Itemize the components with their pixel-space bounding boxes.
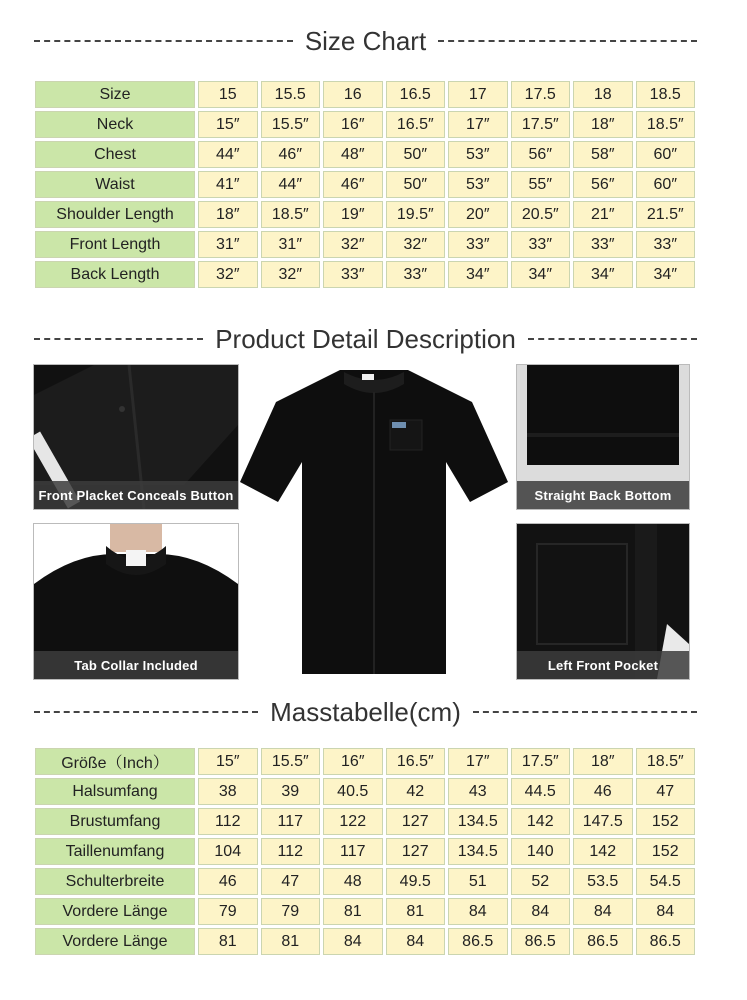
table-cell: 38 bbox=[198, 778, 258, 805]
table-cell: 15″ bbox=[198, 748, 258, 775]
product-detail-header bbox=[0, 322, 747, 356]
table-cell: 52 bbox=[511, 868, 571, 895]
row-label: Chest bbox=[35, 141, 195, 168]
shirt-illustration bbox=[240, 362, 508, 680]
table-cell: 84 bbox=[323, 928, 383, 955]
table-cell: 39 bbox=[261, 778, 321, 805]
table-cell: 18.5″ bbox=[636, 748, 696, 775]
table-row bbox=[35, 111, 695, 138]
dashed-divider bbox=[34, 711, 258, 713]
table-row bbox=[35, 928, 695, 955]
table-cell: 31″ bbox=[261, 231, 321, 258]
table-cell: 17.5″ bbox=[511, 111, 571, 138]
table-cell: 15.5″ bbox=[261, 111, 321, 138]
table-cell: 81 bbox=[386, 898, 446, 925]
shirt-product-image bbox=[240, 362, 508, 680]
row-label: Back Length bbox=[35, 261, 195, 288]
table-cell: 18″ bbox=[573, 111, 633, 138]
table-row bbox=[35, 748, 695, 775]
table-cell: 32″ bbox=[386, 231, 446, 258]
table-cell: 17″ bbox=[448, 748, 508, 775]
table-cell: 17 bbox=[448, 81, 508, 108]
table-cell: 152 bbox=[636, 808, 696, 835]
table-row bbox=[35, 141, 695, 168]
table-cell: 58″ bbox=[573, 141, 633, 168]
table-cell: 18 bbox=[573, 81, 633, 108]
table-cell: 79 bbox=[198, 898, 258, 925]
table-cell: 31″ bbox=[198, 231, 258, 258]
dashed-divider bbox=[473, 711, 697, 713]
straight-back-photo bbox=[516, 364, 690, 510]
table-cell: 47 bbox=[261, 868, 321, 895]
dashed-divider bbox=[34, 338, 203, 340]
table-cell: 16″ bbox=[323, 111, 383, 138]
table-cell: 15.5 bbox=[261, 81, 321, 108]
row-label: Schulterbreite bbox=[35, 868, 195, 895]
tab-collar-photo bbox=[33, 523, 239, 680]
front-placket-photo bbox=[33, 364, 239, 510]
dashed-divider bbox=[438, 40, 697, 42]
table-cell: 34″ bbox=[511, 261, 571, 288]
table-cell: 127 bbox=[386, 838, 446, 865]
table-row bbox=[35, 81, 695, 108]
table-cell: 16.5 bbox=[386, 81, 446, 108]
size-chart-header bbox=[0, 24, 747, 58]
row-label: Front Length bbox=[35, 231, 195, 258]
table-row bbox=[35, 868, 695, 895]
row-label: Neck bbox=[35, 111, 195, 138]
table-cell: 41″ bbox=[198, 171, 258, 198]
table-row bbox=[35, 808, 695, 835]
table-row bbox=[35, 231, 695, 258]
size-chart-table bbox=[32, 78, 698, 291]
row-label: Vordere Länge bbox=[35, 898, 195, 925]
dashed-divider bbox=[528, 338, 697, 340]
table-cell: 15 bbox=[198, 81, 258, 108]
left-pocket-photo bbox=[516, 523, 690, 680]
table-cell: 147.5 bbox=[573, 808, 633, 835]
table-cell: 84 bbox=[386, 928, 446, 955]
table-cell: 81 bbox=[261, 928, 321, 955]
table-cell: 15.5″ bbox=[261, 748, 321, 775]
table-cell: 84 bbox=[448, 898, 508, 925]
row-label: Größe（Inch） bbox=[35, 748, 195, 775]
table-cell: 112 bbox=[198, 808, 258, 835]
row-label: Vordere Länge bbox=[35, 928, 195, 955]
table-cell: 122 bbox=[323, 808, 383, 835]
table-cell: 19″ bbox=[323, 201, 383, 228]
tab-collar-caption: Tab Collar Included bbox=[34, 651, 238, 679]
table-cell: 79 bbox=[261, 898, 321, 925]
masstabelle-title: Masstabelle(cm) bbox=[270, 696, 461, 727]
table-cell: 142 bbox=[511, 808, 571, 835]
table-cell: 55″ bbox=[511, 171, 571, 198]
table-cell: 127 bbox=[386, 808, 446, 835]
table-cell: 33″ bbox=[511, 231, 571, 258]
table-cell: 16 bbox=[323, 81, 383, 108]
table-cell: 16″ bbox=[323, 748, 383, 775]
table-cell: 53″ bbox=[448, 141, 508, 168]
table-cell: 33″ bbox=[448, 231, 508, 258]
table-cell: 104 bbox=[198, 838, 258, 865]
table-cell: 86.5 bbox=[511, 928, 571, 955]
row-label: Waist bbox=[35, 171, 195, 198]
table-cell: 49.5 bbox=[386, 868, 446, 895]
table-cell: 46 bbox=[198, 868, 258, 895]
table-cell: 86.5 bbox=[573, 928, 633, 955]
table-cell: 86.5 bbox=[636, 928, 696, 955]
table-cell: 81 bbox=[198, 928, 258, 955]
table-cell: 84 bbox=[511, 898, 571, 925]
table-cell: 18.5 bbox=[636, 81, 696, 108]
row-label: Size bbox=[35, 81, 195, 108]
table-cell: 50″ bbox=[386, 171, 446, 198]
table-cell: 142 bbox=[573, 838, 633, 865]
table-row bbox=[35, 171, 695, 198]
table-cell: 46″ bbox=[261, 141, 321, 168]
left-pocket-caption: Left Front Pocket bbox=[517, 651, 689, 679]
front-placket-caption: Front Placket Conceals Button bbox=[34, 481, 238, 509]
table-cell: 18.5″ bbox=[261, 201, 321, 228]
row-label: Taillenumfang bbox=[35, 838, 195, 865]
table-cell: 81 bbox=[323, 898, 383, 925]
table-cell: 54.5 bbox=[636, 868, 696, 895]
table-cell: 56″ bbox=[573, 171, 633, 198]
table-cell: 140 bbox=[511, 838, 571, 865]
table-cell: 56″ bbox=[511, 141, 571, 168]
table-cell: 86.5 bbox=[448, 928, 508, 955]
table-cell: 44.5 bbox=[511, 778, 571, 805]
table-cell: 34″ bbox=[573, 261, 633, 288]
table-cell: 33″ bbox=[636, 231, 696, 258]
table-cell: 17″ bbox=[448, 111, 508, 138]
table-cell: 32″ bbox=[323, 231, 383, 258]
table-cell: 20.5″ bbox=[511, 201, 571, 228]
table-row bbox=[35, 201, 695, 228]
table-cell: 32″ bbox=[261, 261, 321, 288]
table-cell: 50″ bbox=[386, 141, 446, 168]
row-label: Brustumfang bbox=[35, 808, 195, 835]
table-cell: 18.5″ bbox=[636, 111, 696, 138]
masstabelle-table bbox=[32, 745, 698, 958]
masstabelle-header bbox=[0, 695, 747, 729]
table-row bbox=[35, 898, 695, 925]
table-cell: 84 bbox=[636, 898, 696, 925]
row-label: Shoulder Length bbox=[35, 201, 195, 228]
table-cell: 34″ bbox=[448, 261, 508, 288]
table-cell: 117 bbox=[261, 808, 321, 835]
table-cell: 47 bbox=[636, 778, 696, 805]
table-cell: 32″ bbox=[198, 261, 258, 288]
table-cell: 33″ bbox=[323, 261, 383, 288]
table-cell: 18″ bbox=[198, 201, 258, 228]
table-cell: 33″ bbox=[573, 231, 633, 258]
table-cell: 44″ bbox=[198, 141, 258, 168]
table-cell: 21.5″ bbox=[636, 201, 696, 228]
dashed-divider bbox=[34, 40, 293, 42]
table-cell: 19.5″ bbox=[386, 201, 446, 228]
table-cell: 17.5″ bbox=[511, 748, 571, 775]
table-cell: 48″ bbox=[323, 141, 383, 168]
table-row bbox=[35, 778, 695, 805]
table-cell: 117 bbox=[323, 838, 383, 865]
table-cell: 46 bbox=[573, 778, 633, 805]
table-cell: 60″ bbox=[636, 171, 696, 198]
table-cell: 53″ bbox=[448, 171, 508, 198]
table-cell: 16.5″ bbox=[386, 748, 446, 775]
table-row bbox=[35, 838, 695, 865]
table-cell: 60″ bbox=[636, 141, 696, 168]
table-cell: 18″ bbox=[573, 748, 633, 775]
table-cell: 84 bbox=[573, 898, 633, 925]
table-cell: 42 bbox=[386, 778, 446, 805]
table-cell: 16.5″ bbox=[386, 111, 446, 138]
table-cell: 44″ bbox=[261, 171, 321, 198]
table-cell: 21″ bbox=[573, 201, 633, 228]
table-cell: 46″ bbox=[323, 171, 383, 198]
table-cell: 20″ bbox=[448, 201, 508, 228]
table-cell: 40.5 bbox=[323, 778, 383, 805]
table-cell: 51 bbox=[448, 868, 508, 895]
table-cell: 34″ bbox=[636, 261, 696, 288]
table-cell: 112 bbox=[261, 838, 321, 865]
table-cell: 33″ bbox=[386, 261, 446, 288]
table-cell: 43 bbox=[448, 778, 508, 805]
table-cell: 48 bbox=[323, 868, 383, 895]
row-label: Halsumfang bbox=[35, 778, 195, 805]
table-row bbox=[35, 261, 695, 288]
table-cell: 134.5 bbox=[448, 838, 508, 865]
table-cell: 17.5 bbox=[511, 81, 571, 108]
product-detail-title: Product Detail Description bbox=[215, 323, 516, 354]
table-cell: 152 bbox=[636, 838, 696, 865]
straight-back-caption: Straight Back Bottom bbox=[517, 481, 689, 509]
table-cell: 53.5 bbox=[573, 868, 633, 895]
size-chart-title: Size Chart bbox=[304, 25, 427, 56]
table-cell: 15″ bbox=[198, 111, 258, 138]
table-cell: 134.5 bbox=[448, 808, 508, 835]
